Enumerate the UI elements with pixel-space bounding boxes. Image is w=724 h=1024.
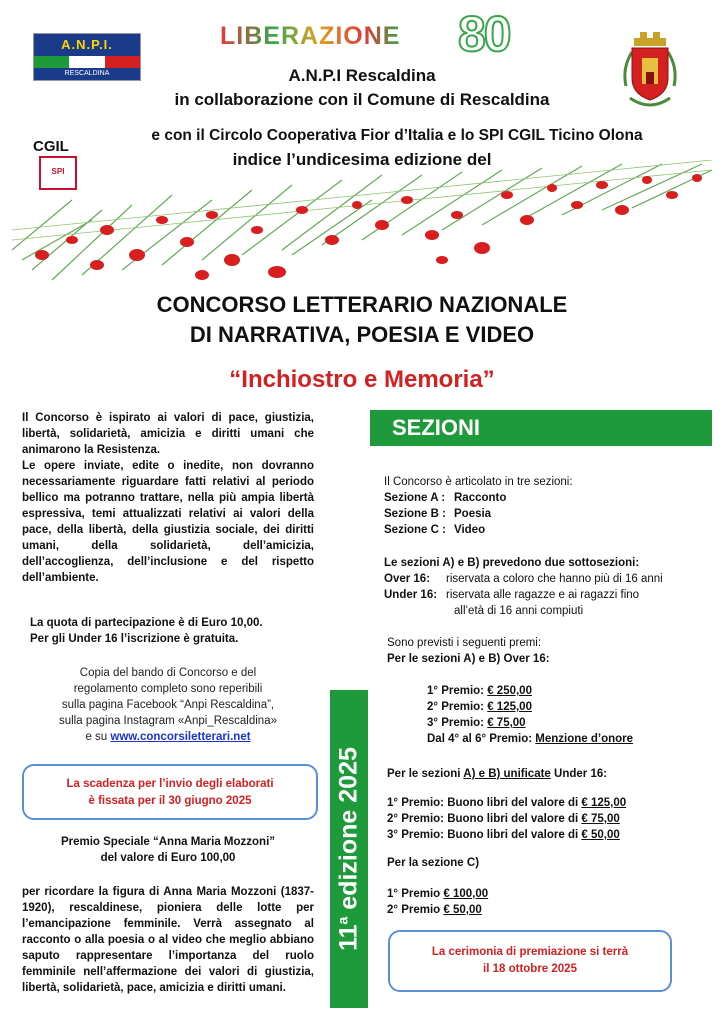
ceremony-line-1: La cerimonia di premiazione si terrà	[431, 946, 629, 958]
liberazione-logo-number: 80	[458, 6, 510, 62]
ceremony-box	[388, 930, 672, 992]
liberazione-80-logo	[220, 8, 580, 60]
info-text	[22, 665, 314, 745]
prize-row: 1° Premio: Buono libri del valore di € 125,00	[387, 797, 627, 809]
header-line-3: e con il Circolo Cooperativa Fior d’Italia e lo SPI CGIL Ticino Olona	[151, 127, 643, 144]
fee-line-1: La quota di partecipazione è di Euro 10,00.	[30, 617, 263, 629]
header-line-2: in collaborazione con il Comune di Rescaldina	[174, 90, 550, 109]
subsections-intro: Le sezioni A) e B) prevedono due sottosezioni:	[384, 557, 640, 569]
under16-prizes-heading: Per le sezioni A) e B) unificate Under 16:	[387, 768, 608, 780]
intro-text	[22, 410, 314, 586]
liberazione-logo-text: LIBERAZIONE	[220, 22, 401, 50]
poppy-field-illustration	[12, 160, 712, 290]
info-line-1: Copia del bando di Concorso e del	[79, 667, 257, 679]
anpi-logo-text: A.N.P.I.	[34, 34, 140, 56]
sections-intro: Il Concorso è articolato in tre sezioni:	[384, 476, 573, 488]
prize-row: 1° Premio € 100,00	[387, 888, 489, 900]
over16-label: Over 16:	[384, 573, 431, 585]
info-line-3: sulla pagina Facebook “Anpi Rescaldina”,	[61, 699, 275, 711]
deadline-box	[22, 764, 318, 820]
edition-superscript: a	[334, 916, 351, 925]
mozzoni-description: per ricordare la figura di Anna Maria Mozzoni (1837-1920), rescaldinese, pioniera delle lotte per l’emancipazione femminile. Verrà assegnato al racconto o alla poesia o al video che meglio abbiano saputo rappresentare l’importanza del ruolo femminile nell’affermazione dei valori di giustizia, libertà, solidarietà, pace, amicizia e diritti umani.	[22, 886, 314, 994]
under16-prizes	[387, 795, 626, 843]
cgil-logo-text: CGIL	[33, 138, 69, 155]
section-row: Sezione B : Poesia	[384, 508, 492, 520]
edition-banner	[330, 690, 368, 1008]
intro-paragraph-2: Le opere inviate, edite o inedite, non dovranno necessariamente riguardare fatti relativi al periodo bellico ma potranno trattare, nella più ampia libertà espressiva, temi attualizzati relativi ai valori della pace, della libertà, della giustizia sociale, dei diritti umani, della solidarietà, dell’amicizia, dell’accoglienza, dell’inclusione e del rispetto dell’ambiente.	[22, 460, 314, 584]
special-prize-heading	[22, 834, 314, 866]
fee-line-2: Per gli Under 16 l’iscrizione è gratuita.	[30, 633, 239, 645]
prizes-intro-line: Sono previsti i seguenti premi:	[387, 637, 542, 649]
website-link[interactable]: www.concorsiletterari.net	[110, 731, 251, 743]
section-c-prizes	[387, 886, 488, 918]
section-row: Sezione C : Video	[384, 524, 486, 536]
anpi-logo-subtext: RESCALDINA	[34, 68, 140, 80]
edition-number: 11	[334, 924, 363, 951]
special-prize-line-1: Premio Speciale “Anna Maria Mozzoni”	[60, 836, 276, 848]
spi-logo-text: SPI	[51, 167, 65, 176]
contest-subtitle: “Inchiostro e Memoria”	[229, 366, 495, 393]
prizes-over16-heading: Per le sezioni A) e B) Over 16:	[387, 653, 550, 665]
section-c-heading: Per la sezione C)	[387, 857, 480, 869]
under16-label: Under 16:	[384, 589, 438, 601]
menzione-row: Dal 4° al 6° Premio: Menzione d’onore	[427, 733, 634, 745]
prize-row: 1° Premio: € 250,00	[427, 685, 532, 697]
over16-desc: riservata a coloro che hanno più di 16 anni	[446, 573, 663, 585]
ceremony-line-2: il 18 ottobre 2025	[483, 963, 577, 975]
edition-text: edizione 2025	[334, 747, 363, 917]
contest-title-line-1: CONCORSO LETTERARIO NAZIONALE	[156, 292, 568, 317]
under16-desc-1: riservata alle ragazze e ai ragazzi fino	[446, 589, 640, 601]
special-prize-line-2: del valore di Euro 100,00	[100, 852, 236, 864]
info-line-2: regolamento completo sono reperibili	[73, 683, 263, 695]
deadline-line-1: La scadenza per l’invio degli elaborati	[66, 778, 274, 790]
over16-prizes	[427, 683, 633, 747]
under16-desc-2: all’età di 16 anni compiuti	[454, 605, 584, 617]
deadline-line-2: è fissata per il 30 giugno 2025	[88, 795, 252, 807]
intro-paragraph-1: Il Concorso è ispirato ai valori di pace, giustizia, libertà, solidarietà, amicizia e diritti umani che animarono la Resistenza.	[22, 412, 314, 456]
prize-row: 2° Premio € 50,00	[387, 904, 482, 916]
info-line-5-prefix: e su	[85, 731, 111, 743]
header-line-4: indice l’undicesima edizione del	[232, 150, 492, 169]
prize-row: 3° Premio: Buono libri del valore di € 50,00	[387, 829, 620, 841]
prize-row: 2° Premio: € 125,00	[427, 701, 532, 713]
prizes-intro	[387, 635, 550, 667]
info-line-4: sulla pagina Instagram «Anpi_Rescaldina»	[58, 715, 277, 727]
contest-title-line-2: DI NARRATIVA, POESIA E VIDEO	[189, 322, 535, 347]
header-line-1: A.N.P.I Rescaldina	[288, 66, 436, 85]
subsections	[384, 555, 716, 619]
prize-row: 2° Premio: Buono libri del valore di € 75,00	[387, 813, 620, 825]
sezioni-heading: SEZIONI	[370, 410, 712, 446]
sections-list	[384, 474, 573, 538]
prize-row: 3° Premio: € 75,00	[427, 717, 526, 729]
section-row: Sezione A : Racconto	[384, 492, 507, 504]
fee-text	[30, 615, 322, 647]
